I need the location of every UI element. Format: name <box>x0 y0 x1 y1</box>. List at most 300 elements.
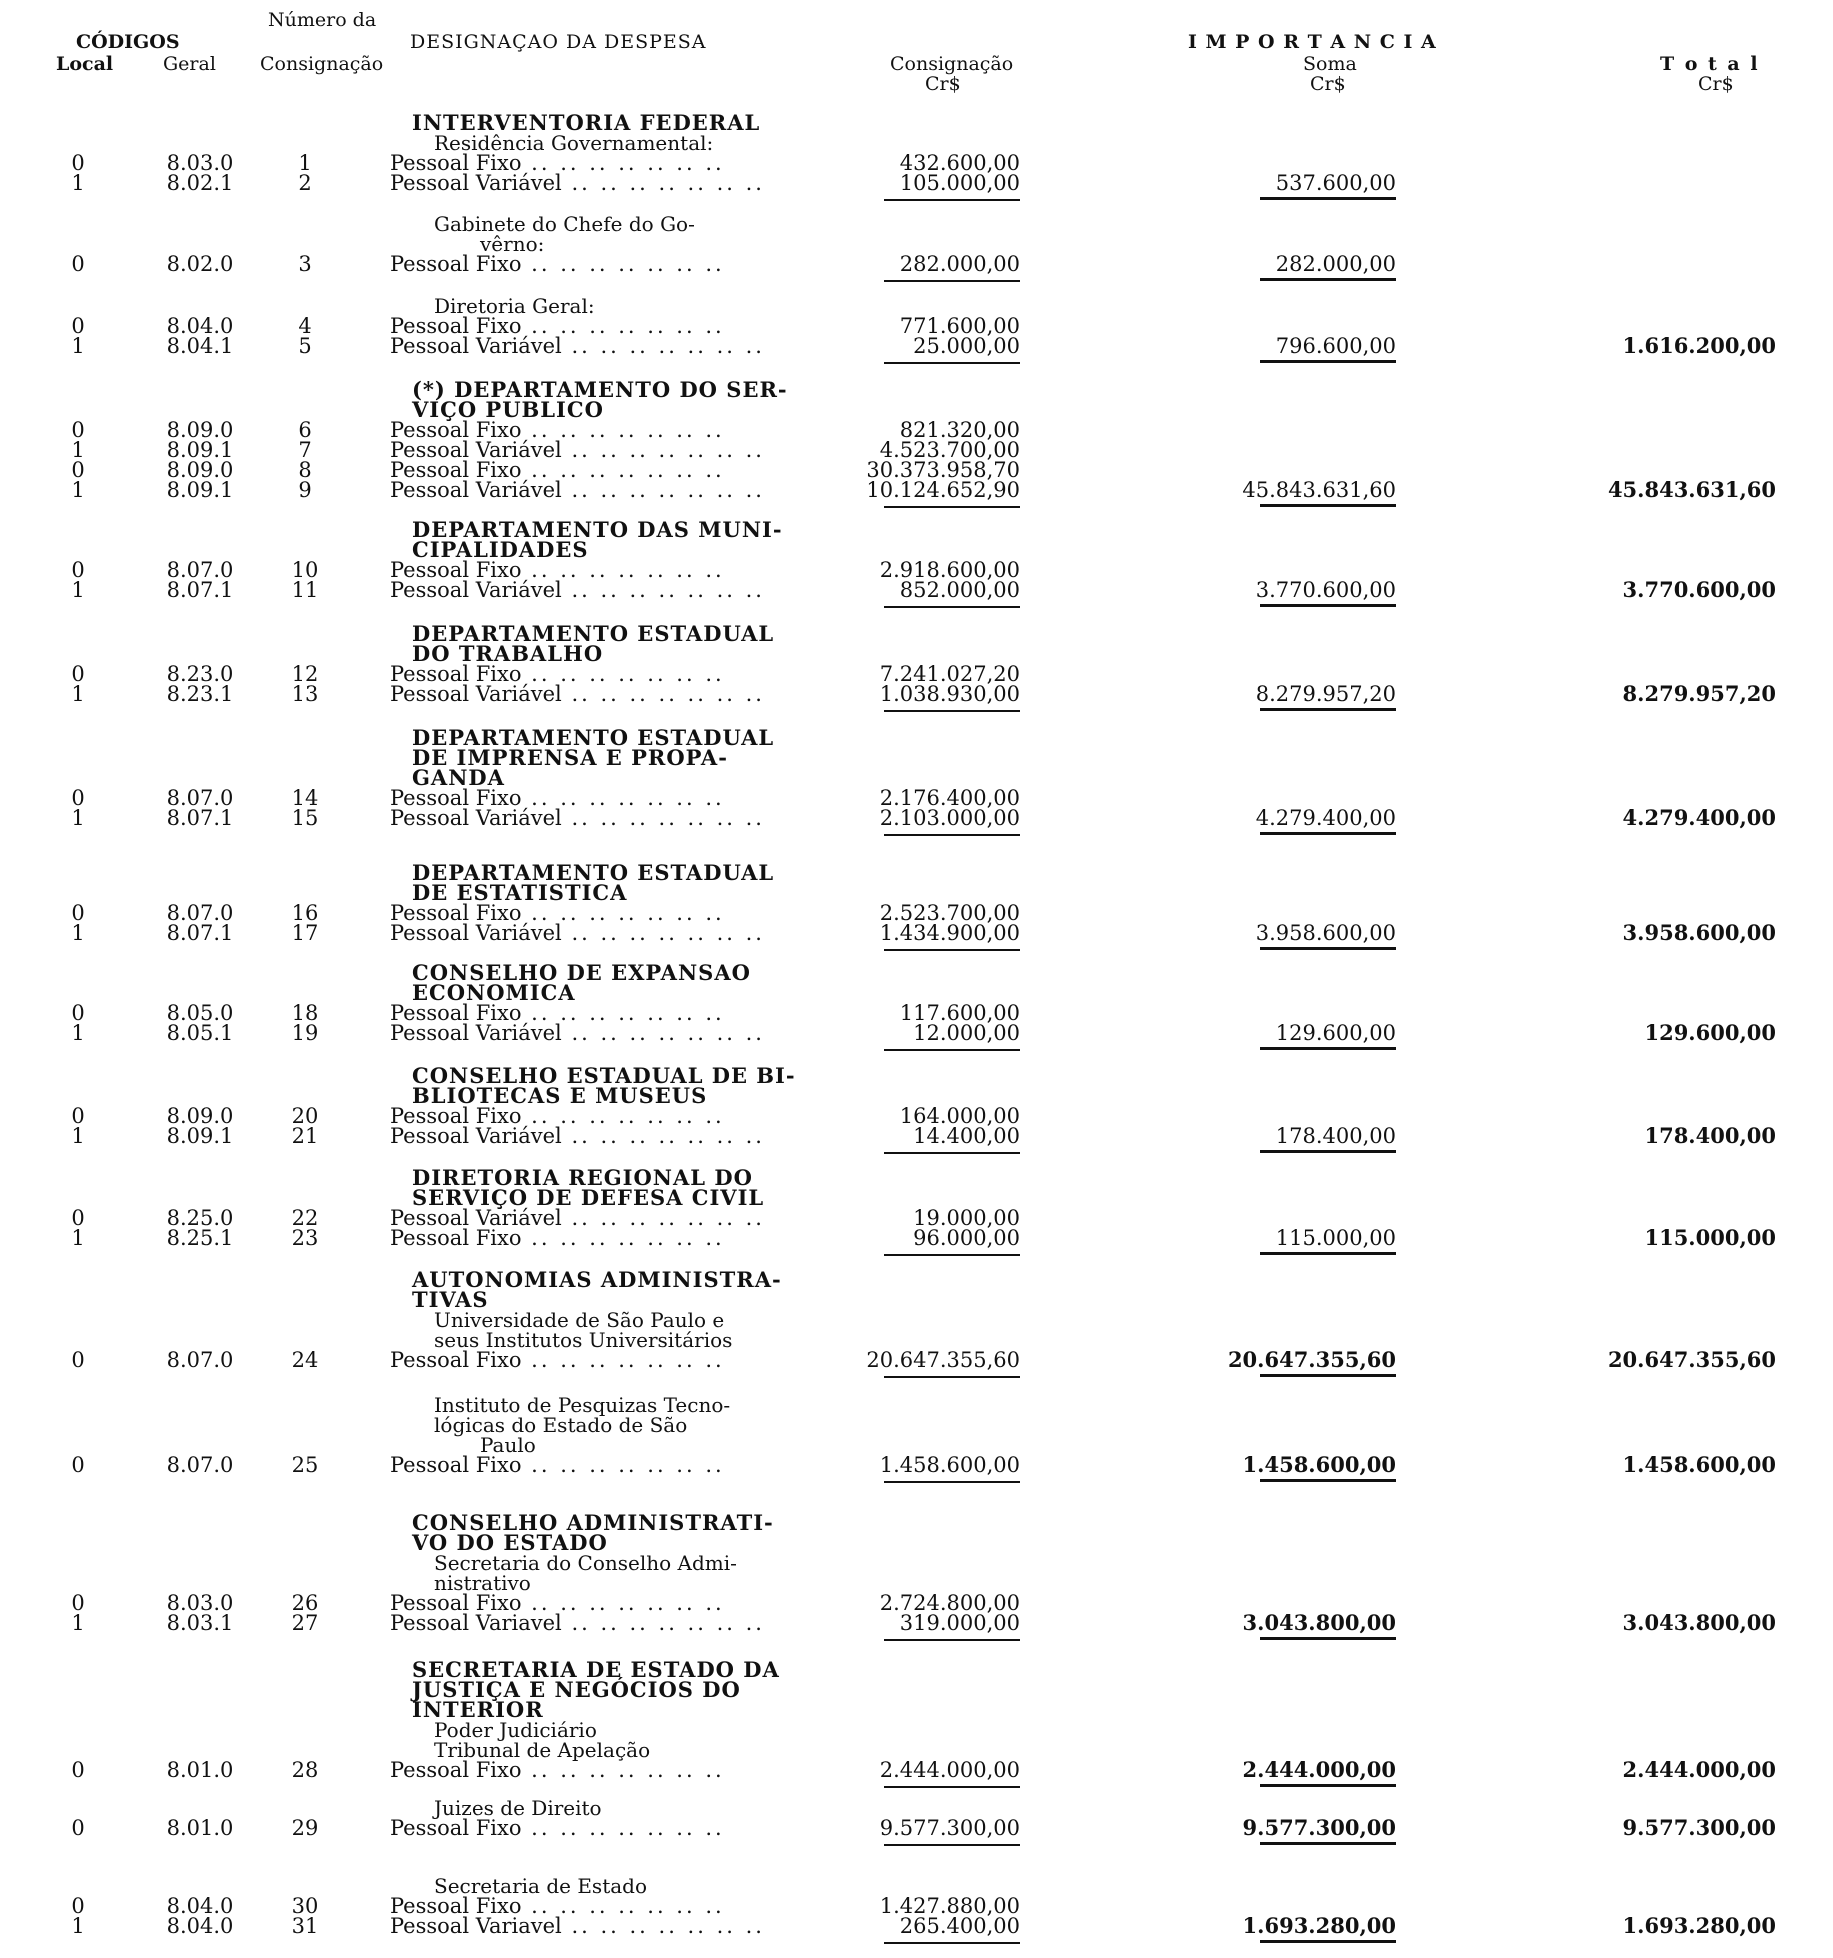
dot-leader: .. .. .. .. .. .. .. <box>521 1001 725 1025</box>
consignacao-number: 23 <box>291 1226 319 1250</box>
consignacao-number: 13 <box>291 682 319 706</box>
expense-description <box>390 440 765 460</box>
geral-code: 8.07.0 <box>166 1348 234 1372</box>
consignacao-number: 12 <box>291 662 319 686</box>
soma-rule <box>1260 1047 1396 1050</box>
description-label: Pessoal Fixo <box>390 418 522 442</box>
dot-leader: .. .. .. .. .. .. .. <box>561 478 765 502</box>
expense-description <box>390 808 765 828</box>
section-heading: AUTONOMIAS ADMINISTRA- <box>412 1267 782 1292</box>
soma-amount: 3.043.800,00 <box>1242 1610 1396 1635</box>
consignacao-rule <box>884 1254 1020 1256</box>
expense-description <box>390 1593 725 1613</box>
geral-code: 8.04.0 <box>166 1894 234 1918</box>
dot-leader: .. .. .. .. .. .. .. <box>561 921 765 945</box>
section-heading: BLIOTECAS E MUSEUS <box>412 1083 708 1108</box>
description-label: Pessoal Variável <box>390 171 562 195</box>
soma-amount: 4.279.400,00 <box>1255 806 1396 830</box>
expense-description <box>390 254 725 274</box>
description-label: Pessoal Fixo <box>390 1001 522 1025</box>
total-amount: 3.958.600,00 <box>1622 920 1776 945</box>
local-code: 0 <box>71 314 85 338</box>
expense-description <box>390 153 725 173</box>
geral-code: 8.09.0 <box>166 1104 234 1128</box>
section-heading: DEPARTAMENTO ESTADUAL <box>412 621 775 646</box>
consignacao-number: 10 <box>291 558 319 582</box>
soma-amount: 796.600,00 <box>1275 334 1396 358</box>
expense-description <box>390 480 765 500</box>
table-row <box>0 460 1833 480</box>
consignacao-amount: 2.724.800,00 <box>879 1591 1020 1615</box>
consignacao-amount: 1.458.600,00 <box>879 1453 1020 1477</box>
expense-description <box>390 173 765 193</box>
local-code: 0 <box>71 1758 85 1782</box>
section-heading: INTERVENTORIA FEDERAL <box>412 110 761 135</box>
table-row <box>0 560 1833 580</box>
expense-description <box>390 1896 725 1916</box>
total-amount: 20.647.355,60 <box>1607 1347 1776 1372</box>
dot-leader: .. .. .. .. .. .. .. <box>521 662 725 686</box>
subsection-label: Tribunal de Apelação <box>434 1738 651 1762</box>
consignacao-number: 15 <box>291 806 319 830</box>
geral-code: 8.05.0 <box>166 1001 234 1025</box>
table-row <box>0 1896 1833 1916</box>
soma-rule <box>1260 1940 1396 1943</box>
header-designacao: DESIGNAÇAO DA DESPESA <box>410 31 707 53</box>
geral-code: 8.04.1 <box>166 334 234 358</box>
description-label: Pessoal Fixo <box>390 1758 522 1782</box>
description-label: Pessoal Fixo <box>390 252 522 276</box>
expense-description <box>390 1003 725 1023</box>
soma-rule <box>1260 504 1396 507</box>
consignacao-number: 2 <box>298 171 312 195</box>
consignacao-number: 9 <box>298 478 312 502</box>
consignacao-amount: 12.000,00 <box>913 1021 1020 1045</box>
dot-leader: .. .. .. .. .. .. .. <box>521 1453 725 1477</box>
subsection-label: Paulo <box>480 1433 536 1457</box>
expense-description <box>390 560 725 580</box>
geral-code: 8.02.1 <box>166 171 234 195</box>
geral-code: 8.07.0 <box>166 901 234 925</box>
local-code: 1 <box>71 1226 85 1250</box>
soma-rule <box>1260 947 1396 950</box>
section-heading: VO DO ESTADO <box>412 1530 608 1555</box>
consignacao-number: 7 <box>298 438 312 462</box>
consignacao-rule <box>884 1376 1020 1378</box>
expense-description <box>390 664 725 684</box>
consignacao-number: 8 <box>298 458 312 482</box>
local-code: 0 <box>71 558 85 582</box>
local-code: 0 <box>71 1894 85 1918</box>
consignacao-number: 26 <box>291 1591 319 1615</box>
local-code: 1 <box>71 921 85 945</box>
local-code: 0 <box>71 662 85 686</box>
local-code: 0 <box>71 1453 85 1477</box>
dot-leader: .. .. .. .. .. .. .. <box>521 252 725 276</box>
geral-code: 8.25.1 <box>166 1226 234 1250</box>
consignacao-number: 5 <box>298 334 312 358</box>
local-code: 1 <box>71 171 85 195</box>
expense-description <box>390 1228 725 1248</box>
geral-code: 8.03.0 <box>166 151 234 175</box>
total-amount: 4.279.400,00 <box>1622 805 1776 830</box>
geral-code: 8.09.0 <box>166 458 234 482</box>
section-heading: SERVIÇO DE DEFESA CIVIL <box>412 1185 765 1210</box>
section-heading: DEPARTAMENTO DAS MUNI- <box>412 517 783 542</box>
table-row <box>0 153 1833 173</box>
consignacao-amount: 2.444.000,00 <box>879 1758 1020 1782</box>
consignacao-rule <box>884 506 1020 508</box>
subsection-label: Secretaria do Conselho Admi- <box>434 1551 737 1575</box>
consignacao-amount: 4.523.700,00 <box>879 438 1020 462</box>
soma-amount: 3.770.600,00 <box>1255 578 1396 602</box>
consignacao-number: 22 <box>291 1206 319 1230</box>
section-heading: CIPALIDADES <box>412 537 589 562</box>
local-code: 1 <box>71 682 85 706</box>
local-code: 0 <box>71 1816 85 1840</box>
dot-leader: .. .. .. .. .. .. .. <box>521 418 725 442</box>
soma-rule <box>1260 1784 1396 1787</box>
total-amount: 1.616.200,00 <box>1622 333 1776 358</box>
local-code: 1 <box>71 334 85 358</box>
table-row <box>0 316 1833 336</box>
soma-amount: 115.000,00 <box>1275 1226 1396 1250</box>
header-consignacao-unit: Cr$ <box>925 73 961 95</box>
consignacao-number: 3 <box>298 252 312 276</box>
dot-leader: .. .. .. .. .. .. .. <box>521 1226 725 1250</box>
section-heading: (*) DEPARTAMENTO DO SER- <box>412 377 788 402</box>
consignacao-amount: 9.577.300,00 <box>879 1816 1020 1840</box>
total-amount: 1.693.280,00 <box>1622 1913 1776 1938</box>
description-label: Pessoal Fixo <box>390 901 522 925</box>
total-amount: 178.400,00 <box>1644 1123 1776 1148</box>
description-label: Pessoal Variável <box>390 1206 562 1230</box>
expense-description <box>390 316 725 336</box>
dot-leader: .. .. .. .. .. .. .. <box>521 1348 725 1372</box>
local-code: 0 <box>71 1591 85 1615</box>
expense-description <box>390 1916 765 1936</box>
geral-code: 8.25.0 <box>166 1206 234 1230</box>
total-amount: 115.000,00 <box>1644 1225 1776 1250</box>
dot-leader: .. .. .. .. .. .. .. <box>521 1894 725 1918</box>
local-code: 0 <box>71 1001 85 1025</box>
expense-description <box>390 788 725 808</box>
dot-leader: .. .. .. .. .. .. .. <box>561 171 765 195</box>
consignacao-amount: 7.241.027,20 <box>879 662 1020 686</box>
header-codigos: CÓDIGOS <box>76 31 180 53</box>
subsection-label: Secretaria de Estado <box>434 1874 647 1898</box>
soma-rule <box>1260 1374 1396 1377</box>
description-label: Pessoal Fixo <box>390 1104 522 1128</box>
soma-rule <box>1260 360 1396 363</box>
section-heading: JUSTIÇA E NEGÓCIOS DO <box>412 1677 741 1702</box>
geral-code: 8.04.0 <box>166 1914 234 1938</box>
dot-leader: .. .. .. .. .. .. .. <box>521 786 725 810</box>
subsection-label: Instituto de Pesquizas Tecno- <box>434 1393 731 1417</box>
consignacao-amount: 2.103.000,00 <box>879 806 1020 830</box>
consignacao-number: 24 <box>291 1348 319 1372</box>
soma-rule <box>1260 1150 1396 1153</box>
geral-code: 8.07.0 <box>166 786 234 810</box>
consignacao-amount: 1.427.880,00 <box>879 1894 1020 1918</box>
soma-rule <box>1260 1637 1396 1640</box>
header-consignacao-col: Consignação <box>890 53 1014 75</box>
section-heading: VIÇO PUBLICO <box>412 397 604 422</box>
header-consignacao: Consignação <box>260 53 384 75</box>
consignacao-rule <box>884 1942 1020 1944</box>
soma-rule <box>1260 1842 1396 1845</box>
soma-rule <box>1260 197 1396 200</box>
dot-leader: .. .. .. .. .. .. .. <box>521 1591 725 1615</box>
consignacao-rule <box>884 199 1020 201</box>
section-heading: SECRETARIA DE ESTADO DA <box>412 1657 780 1682</box>
consignacao-rule <box>884 1639 1020 1641</box>
description-label: Pessoal Fixo <box>390 1816 522 1840</box>
soma-amount: 1.693.280,00 <box>1242 1913 1396 1938</box>
consignacao-amount: 2.523.700,00 <box>879 901 1020 925</box>
subsection-label: Juizes de Direito <box>434 1796 602 1820</box>
geral-code: 8.09.1 <box>166 1124 234 1148</box>
table-row <box>0 903 1833 923</box>
soma-amount: 537.600,00 <box>1275 171 1396 195</box>
consignacao-amount: 2.918.600,00 <box>879 558 1020 582</box>
consignacao-rule <box>884 362 1020 364</box>
dot-leader: .. .. .. .. .. .. .. <box>561 1021 765 1045</box>
geral-code: 8.05.1 <box>166 1021 234 1045</box>
soma-amount: 1.458.600,00 <box>1242 1452 1396 1477</box>
header-total-unit: Cr$ <box>1698 73 1734 95</box>
consignacao-number: 28 <box>291 1758 319 1782</box>
soma-amount: 45.843.631,60 <box>1242 478 1396 502</box>
consignacao-amount: 105.000,00 <box>899 171 1020 195</box>
section-heading: DE IMPRENSA E PROPA- <box>412 745 728 770</box>
dot-leader: .. .. .. .. .. .. .. <box>521 1816 725 1840</box>
consignacao-amount: 10.124.652,90 <box>866 478 1020 502</box>
total-amount: 3.043.800,00 <box>1622 1610 1776 1635</box>
geral-code: 8.09.1 <box>166 438 234 462</box>
geral-code: 8.07.1 <box>166 578 234 602</box>
local-code: 1 <box>71 478 85 502</box>
soma-rule <box>1260 832 1396 835</box>
total-amount: 1.458.600,00 <box>1622 1452 1776 1477</box>
consignacao-amount: 164.000,00 <box>899 1104 1020 1128</box>
consignacao-number: 1 <box>298 151 312 175</box>
consignacao-number: 27 <box>291 1611 319 1635</box>
geral-code: 8.07.0 <box>166 1453 234 1477</box>
geral-code: 8.07.0 <box>166 558 234 582</box>
subsection-label: Diretoria Geral: <box>434 294 595 318</box>
expense-description <box>390 460 725 480</box>
total-amount: 129.600,00 <box>1644 1020 1776 1045</box>
consignacao-rule <box>884 1152 1020 1154</box>
consignacao-rule <box>884 1481 1020 1483</box>
description-label: Pessoal Fixo <box>390 1453 522 1477</box>
expense-description <box>390 1126 765 1146</box>
soma-rule <box>1260 1479 1396 1482</box>
local-code: 0 <box>71 458 85 482</box>
subsection-label: Gabinete do Chefe do Go- <box>434 212 695 236</box>
section-heading: DEPARTAMENTO ESTADUAL <box>412 725 775 750</box>
expense-description <box>390 1106 725 1126</box>
total-amount: 2.444.000,00 <box>1622 1757 1776 1782</box>
consignacao-amount: 1.434.900,00 <box>879 921 1020 945</box>
description-label: Pessoal Fixo <box>390 151 522 175</box>
consignacao-number: 6 <box>298 418 312 442</box>
description-label: Pessoal Variavel <box>390 1914 562 1938</box>
description-label: Pessoal Fixo <box>390 314 522 338</box>
description-label: Pessoal Variavel <box>390 1611 562 1635</box>
total-amount: 8.279.957,20 <box>1622 681 1776 706</box>
header-soma: Soma <box>1303 53 1357 75</box>
description-label: Pessoal Variável <box>390 921 562 945</box>
table-row <box>0 420 1833 440</box>
dot-leader: .. .. .. .. .. .. .. <box>561 1914 765 1938</box>
local-code: 0 <box>71 418 85 442</box>
section-heading: TIVAS <box>412 1287 489 1312</box>
geral-code: 8.04.0 <box>166 314 234 338</box>
consignacao-rule <box>884 1049 1020 1051</box>
dot-leader: .. .. .. .. .. .. .. <box>521 1758 725 1782</box>
soma-rule <box>1260 604 1396 607</box>
dot-leader: .. .. .. .. .. .. .. <box>561 1124 765 1148</box>
description-label: Pessoal Variável <box>390 334 562 358</box>
geral-code: 8.23.1 <box>166 682 234 706</box>
soma-amount: 8.279.957,20 <box>1255 682 1396 706</box>
expense-description <box>390 420 725 440</box>
consignacao-number: 4 <box>298 314 312 338</box>
consignacao-number: 14 <box>291 786 319 810</box>
consignacao-number: 16 <box>291 901 319 925</box>
local-code: 1 <box>71 1124 85 1148</box>
consignacao-number: 20 <box>291 1104 319 1128</box>
description-label: Pessoal Variável <box>390 806 562 830</box>
consignacao-rule <box>884 280 1020 282</box>
consignacao-amount: 14.400,00 <box>913 1124 1020 1148</box>
soma-rule <box>1260 708 1396 711</box>
consignacao-amount: 771.600,00 <box>899 314 1020 338</box>
consignacao-rule <box>884 606 1020 608</box>
dot-leader: .. .. .. .. .. .. .. <box>521 558 725 582</box>
consignacao-amount: 852.000,00 <box>899 578 1020 602</box>
expense-description <box>390 903 725 923</box>
consignacao-amount: 319.000,00 <box>899 1611 1020 1635</box>
local-code: 1 <box>71 1914 85 1938</box>
description-label: Pessoal Fixo <box>390 1226 522 1250</box>
local-code: 0 <box>71 252 85 276</box>
consignacao-number: 19 <box>291 1021 319 1045</box>
header-importancia: I M P O R T A N C I A <box>1188 31 1437 53</box>
consignacao-amount: 20.647.355,60 <box>866 1348 1020 1372</box>
subsection-label: seus Institutos Universitários <box>434 1328 733 1352</box>
expense-description <box>390 1455 725 1475</box>
subsection-label: Residência Governamental: <box>434 131 714 155</box>
expense-description <box>390 1818 725 1838</box>
consignacao-amount: 821.320,00 <box>899 418 1020 442</box>
description-label: Pessoal Fixo <box>390 1591 522 1615</box>
total-amount: 3.770.600,00 <box>1622 577 1776 602</box>
dot-leader: .. .. .. .. .. .. .. <box>561 806 765 830</box>
description-label: Pessoal Fixo <box>390 786 522 810</box>
soma-amount: 9.577.300,00 <box>1242 1815 1396 1840</box>
dot-leader: .. .. .. .. .. .. .. <box>521 1104 725 1128</box>
table-row <box>0 788 1833 808</box>
consignacao-amount: 2.176.400,00 <box>879 786 1020 810</box>
description-label: Pessoal Fixo <box>390 1894 522 1918</box>
consignacao-amount: 432.600,00 <box>899 151 1020 175</box>
consignacao-rule <box>884 834 1020 836</box>
consignacao-amount: 1.038.930,00 <box>879 682 1020 706</box>
consignacao-amount: 96.000,00 <box>913 1226 1020 1250</box>
geral-code: 8.02.0 <box>166 252 234 276</box>
soma-amount: 282.000,00 <box>1275 252 1396 276</box>
dot-leader: .. .. .. .. .. .. .. <box>561 438 765 462</box>
table-row <box>0 173 1833 193</box>
subsection-label: lógicas do Estado de São <box>434 1413 688 1437</box>
description-label: Pessoal Variável <box>390 478 562 502</box>
soma-amount: 20.647.355,60 <box>1227 1347 1396 1372</box>
table-row <box>0 440 1833 460</box>
consignacao-rule <box>884 1844 1020 1846</box>
section-heading: CONSELHO ESTADUAL DE BI- <box>412 1063 796 1088</box>
local-code: 0 <box>71 901 85 925</box>
subsection-label: vêrno: <box>480 232 545 256</box>
dot-leader: .. .. .. .. .. .. .. <box>561 334 765 358</box>
dot-leader: .. .. .. .. .. .. .. <box>521 151 725 175</box>
expense-description <box>390 923 765 943</box>
dot-leader: .. .. .. .. .. .. .. <box>561 578 765 602</box>
dot-leader: .. .. .. .. .. .. .. <box>561 1611 765 1635</box>
header-geral: Geral <box>163 53 216 75</box>
expense-description <box>390 336 765 356</box>
geral-code: 8.03.1 <box>166 1611 234 1635</box>
expense-description <box>390 1023 765 1043</box>
total-amount: 45.843.631,60 <box>1607 477 1776 502</box>
local-code: 1 <box>71 1021 85 1045</box>
table-row <box>0 1208 1833 1228</box>
geral-code: 8.09.1 <box>166 478 234 502</box>
section-heading: CONSELHO DE EXPANSAO <box>412 960 751 985</box>
local-code: 0 <box>71 1348 85 1372</box>
geral-code: 8.07.1 <box>166 921 234 945</box>
soma-amount: 2.444.000,00 <box>1242 1757 1396 1782</box>
section-heading: DE ESTATISTICA <box>412 880 628 905</box>
dot-leader: .. .. .. .. .. .. .. <box>521 458 725 482</box>
subsection-label: nistrativo <box>434 1571 531 1595</box>
expense-description <box>390 1613 765 1633</box>
dot-leader: .. .. .. .. .. .. .. <box>561 682 765 706</box>
consignacao-number: 29 <box>291 1816 319 1840</box>
consignacao-amount: 19.000,00 <box>913 1206 1020 1230</box>
geral-code: 8.01.0 <box>166 1816 234 1840</box>
geral-code: 8.23.0 <box>166 662 234 686</box>
consignacao-amount: 282.000,00 <box>899 252 1020 276</box>
consignacao-amount: 117.600,00 <box>899 1001 1020 1025</box>
table-row <box>0 1003 1833 1023</box>
consignacao-rule <box>884 710 1020 712</box>
consignacao-number: 30 <box>291 1894 319 1918</box>
section-heading: INTERIOR <box>412 1697 544 1722</box>
expense-description <box>390 580 765 600</box>
consignacao-amount: 265.400,00 <box>899 1914 1020 1938</box>
section-heading: DO TRABALHO <box>412 641 604 666</box>
table-row <box>0 254 1833 274</box>
local-code: 1 <box>71 438 85 462</box>
local-code: 0 <box>71 786 85 810</box>
description-label: Pessoal Variável <box>390 1124 562 1148</box>
description-label: Pessoal Variável <box>390 682 562 706</box>
section-heading: GANDA <box>412 765 505 790</box>
expense-description <box>390 1760 725 1780</box>
